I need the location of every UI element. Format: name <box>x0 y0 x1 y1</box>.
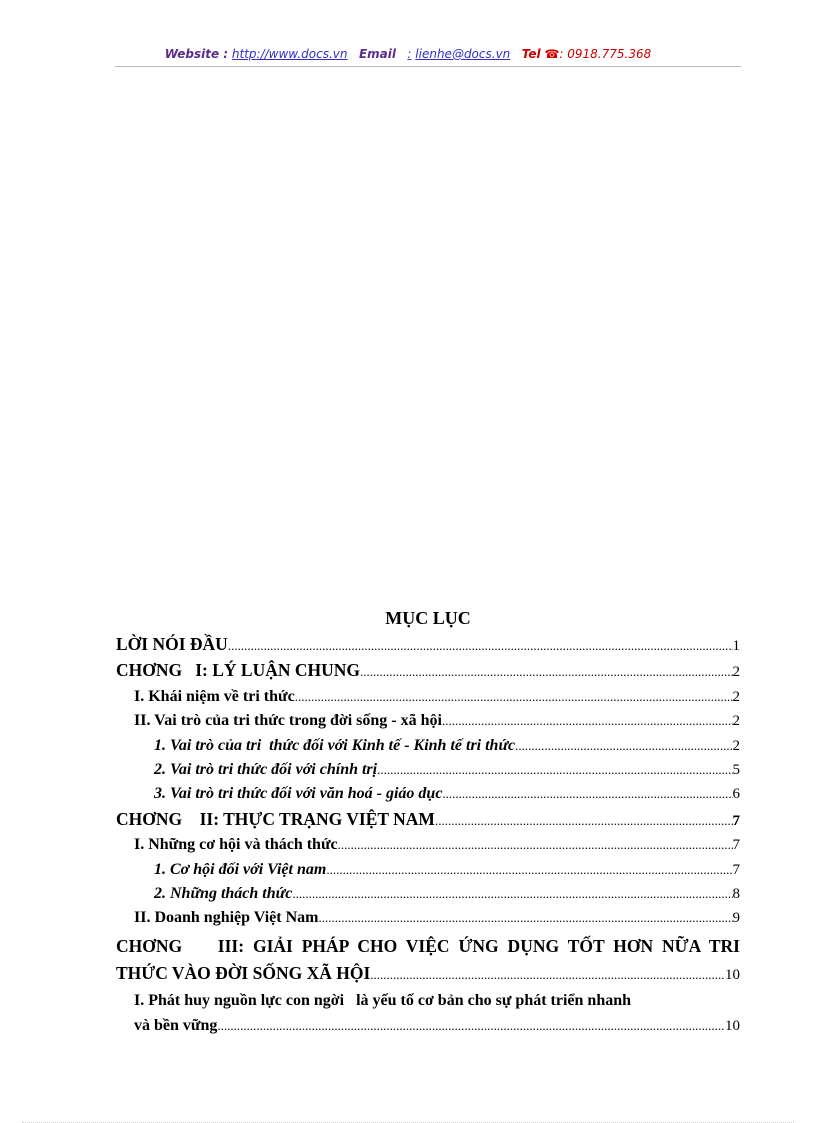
toc-page-number: 7 <box>732 837 740 854</box>
email-separator: : <box>407 47 412 61</box>
email-label: Email <box>358 47 396 61</box>
toc-entry-text: CHƠNG I: LÝ LUẬN CHUNG <box>116 660 361 681</box>
toc-entry[interactable] <box>116 758 740 782</box>
dot-leader <box>292 882 732 906</box>
phone-icon: ☎ <box>544 47 560 61</box>
dot-leader <box>360 660 732 684</box>
dot-leader <box>217 1013 725 1039</box>
dot-leader <box>326 858 732 882</box>
toc-page-number: 6 <box>732 786 740 803</box>
dot-leader <box>377 758 732 782</box>
dot-leader <box>338 833 733 857</box>
tel-label: Tel <box>521 47 541 61</box>
toc-title: MỤC LỤC <box>385 608 471 628</box>
toc-entry-text: 1. Cơ hội đối với Việt nam <box>154 860 327 878</box>
toc-page-number: 10 <box>725 966 740 983</box>
dot-leader <box>228 634 733 658</box>
toc-page-number: 2 <box>732 664 740 681</box>
phone-number: : 0918.775.368 <box>559 47 652 61</box>
toc-entry[interactable] <box>116 685 740 709</box>
website-label: Website : <box>164 47 229 61</box>
toc-page-number: 8 <box>732 886 740 903</box>
toc-entry[interactable] <box>116 709 740 733</box>
website-link[interactable]: http://www.docs.vn <box>231 47 348 61</box>
toc-entry[interactable] <box>116 782 740 806</box>
toc-entry-text: I. Những cơ hội và thách thức <box>134 836 338 854</box>
toc-entry-text: 2. Vai trò tri thức đối với chính trị <box>154 761 378 779</box>
toc-entry-text: I. Phát huy nguồn lực con ngời là yếu tố cơ bản cho sự phát triển nhanh <box>134 991 632 1009</box>
toc-entry[interactable] <box>116 906 740 930</box>
toc-entry-text: CHƠNG II: THỰC TRẠNG VIỆT NAM <box>116 808 435 829</box>
toc-page-number: 10 <box>725 1017 740 1034</box>
toc-entry-text: II. Vai trò của tri thức trong đời sống - xã hội <box>134 712 442 730</box>
toc-entry[interactable] <box>116 833 740 857</box>
toc-entry[interactable] <box>116 882 740 906</box>
toc-entry[interactable] <box>116 734 740 758</box>
header-divider <box>115 66 741 67</box>
toc-entry-text-continued: THỨC VÀO ĐỜI SỐNG XÃ HỘI <box>116 962 371 983</box>
toc-entry[interactable] <box>116 858 740 882</box>
toc-page-number: 2 <box>732 688 740 705</box>
toc-entry-text-continued: và bền vững <box>134 1016 218 1034</box>
dot-leader <box>370 961 725 988</box>
toc-entry-text: I. Khái niệm về tri thức <box>134 687 295 705</box>
dot-leader <box>442 709 733 733</box>
toc-entry-text: 2. Những thách thức <box>154 885 293 903</box>
dot-leader <box>442 782 732 806</box>
dot-leader <box>435 809 733 833</box>
toc-entry-text: II. Doanh nghiệp Việt Nam <box>134 909 319 927</box>
toc-entry[interactable] <box>116 658 740 684</box>
table-of-contents <box>116 632 740 1039</box>
toc-page-number: 7 <box>732 861 740 878</box>
dot-leader <box>515 734 732 758</box>
toc-entry[interactable] <box>116 989 740 1039</box>
email-link[interactable]: lienhe@docs.vn <box>415 47 511 61</box>
toc-page-number: 5 <box>732 762 740 779</box>
toc-page-number: 2 <box>732 737 740 754</box>
toc-entry-text: 1. Vai trò của tri thức đối với Kinh tế - Kinh tế tri thức <box>154 736 516 754</box>
toc-entry-text: CHƠNG III: GIẢI PHÁP CHO VIỆC ỨNG DỤNG TỐT HƠN NỮA TRI <box>116 935 740 956</box>
toc-entry[interactable] <box>116 807 740 833</box>
toc-page-number: 1 <box>732 638 740 654</box>
toc-entry-text: LỜI NÓI ĐẦU <box>116 634 228 654</box>
dot-leader <box>318 906 732 930</box>
toc-entry-text: 3. Vai trò tri thức đối với văn hoá - giáo dục <box>154 785 443 803</box>
toc-page-number: 9 <box>732 910 740 927</box>
toc-entry[interactable] <box>116 933 740 989</box>
page-header <box>0 47 816 61</box>
toc-page-number: 7 <box>732 812 740 829</box>
dot-leader <box>295 685 733 709</box>
toc-entry[interactable] <box>116 632 740 658</box>
toc-page-number: 2 <box>732 713 740 730</box>
